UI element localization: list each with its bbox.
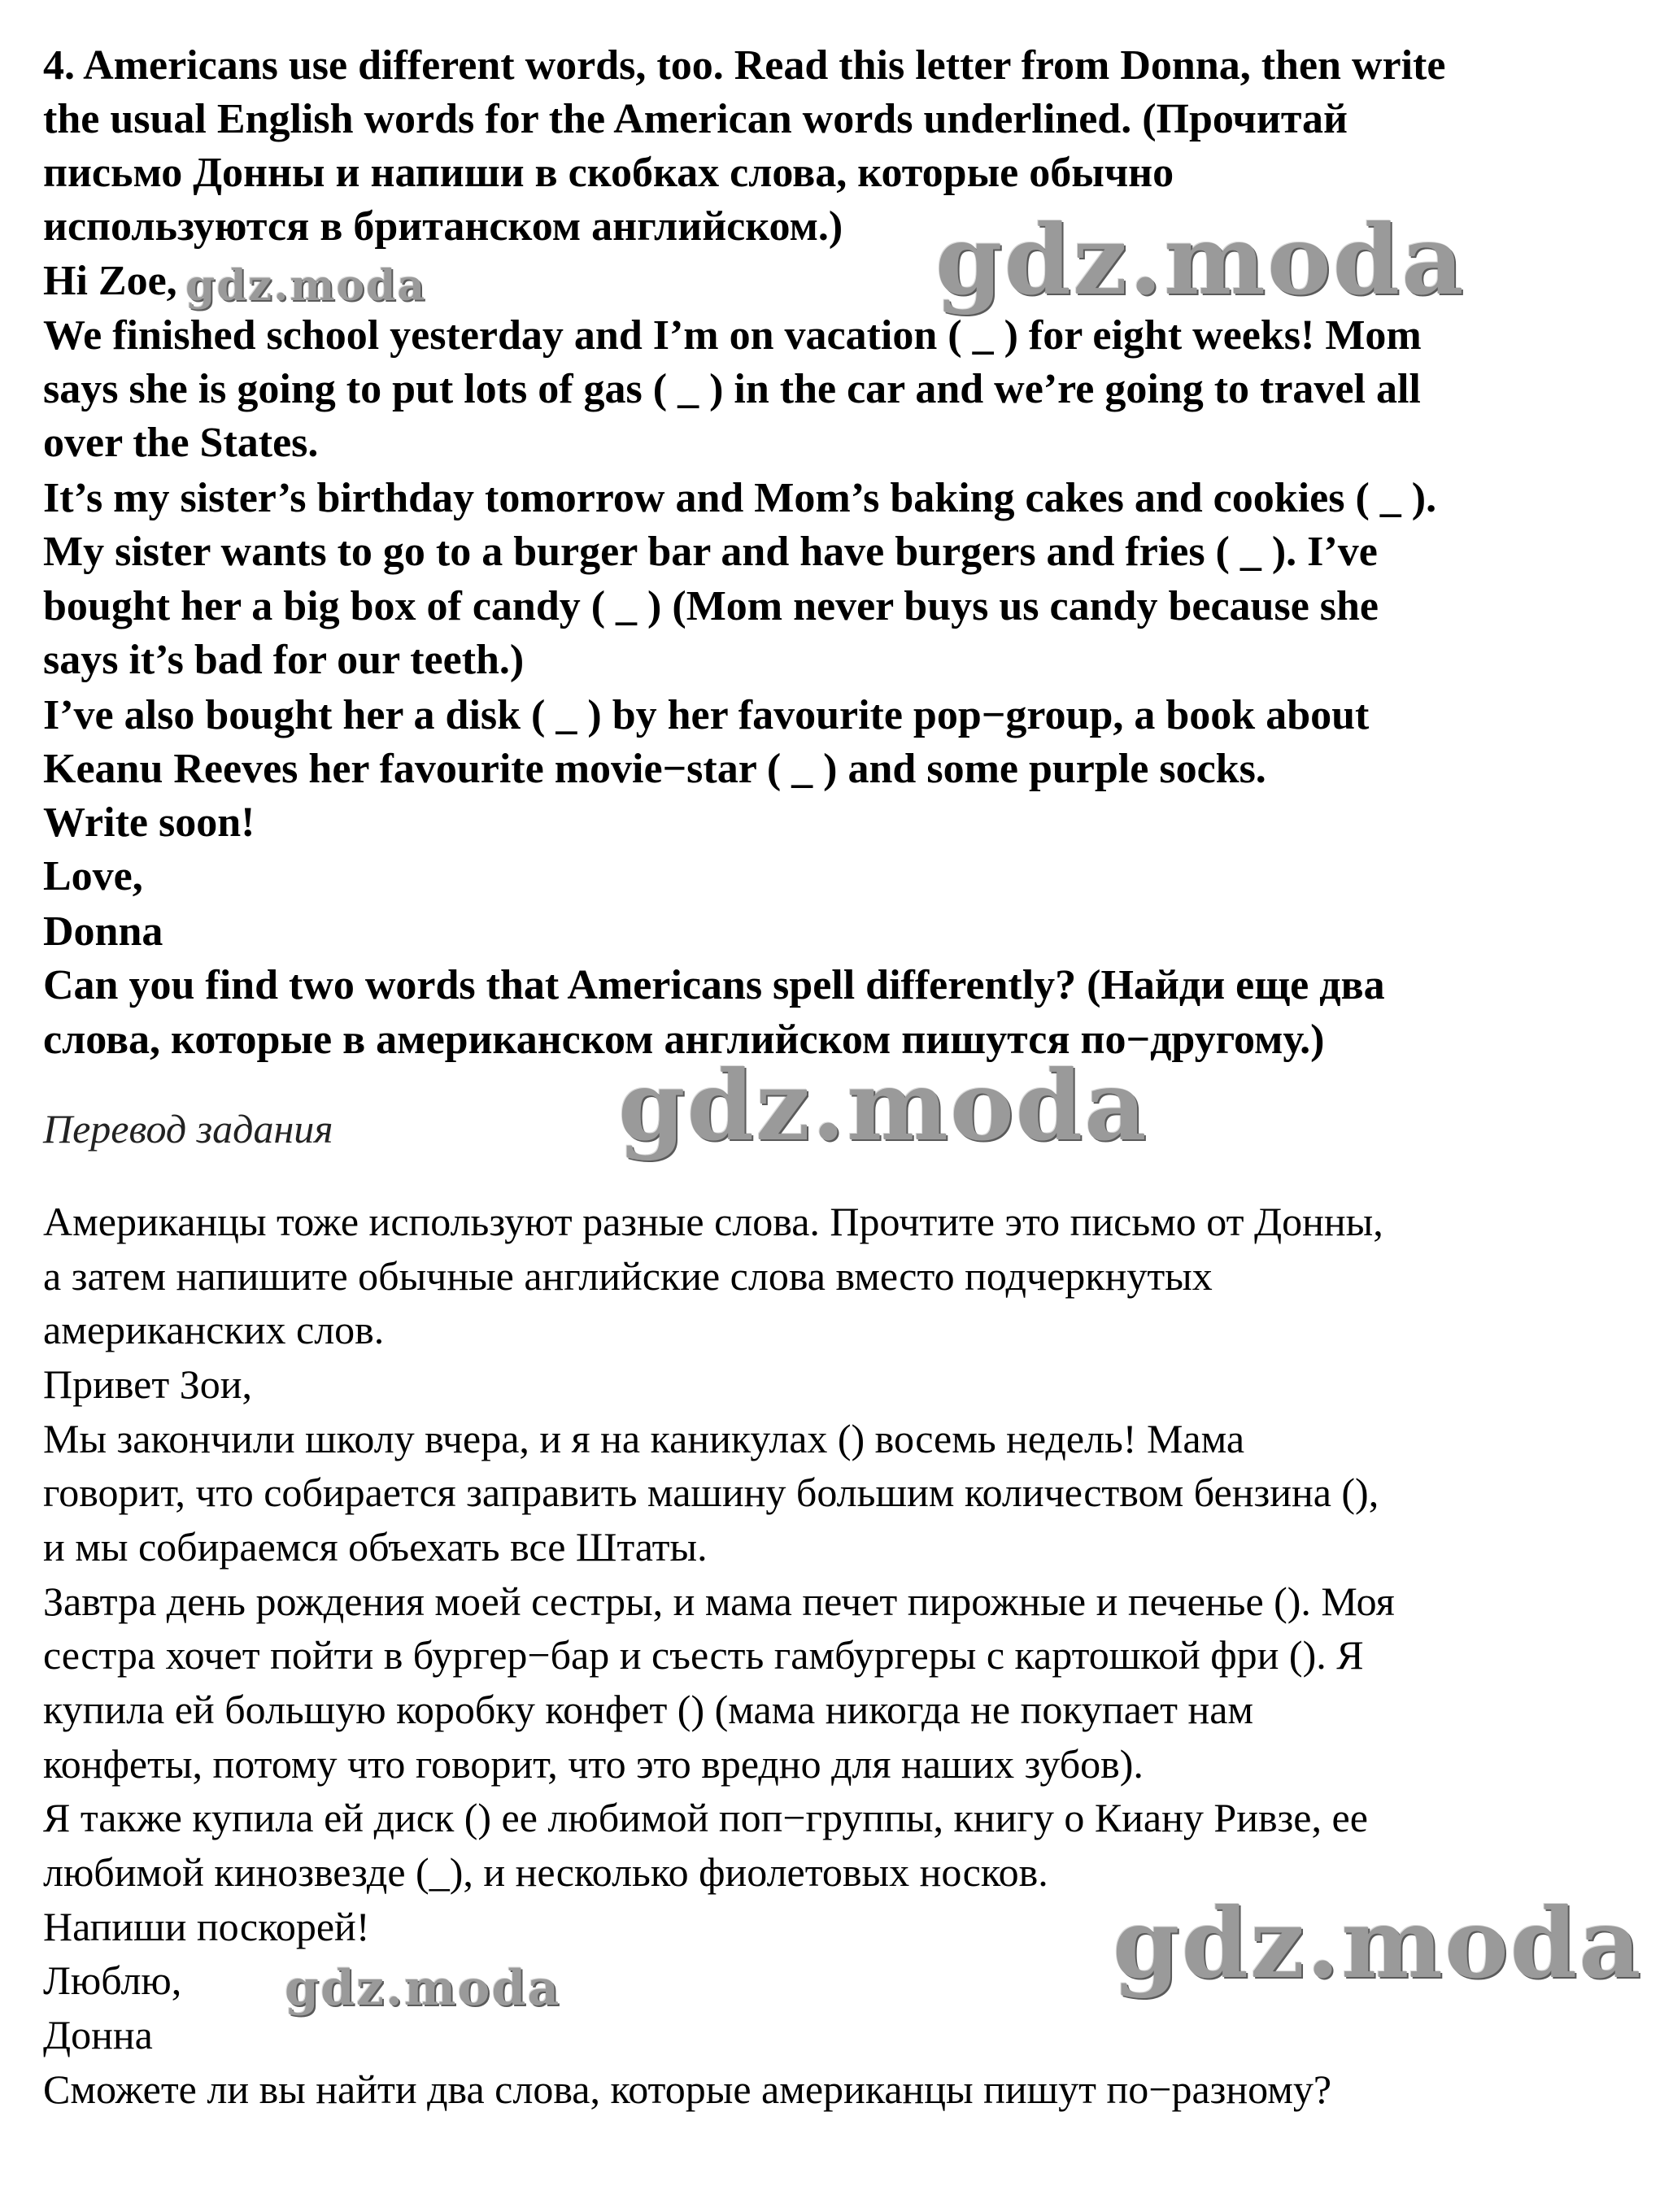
question-line-1: Can you find two words that Americans spell differently? (Найди еще два <box>43 962 1385 1008</box>
letter-line-4: over the States. <box>43 420 319 466</box>
translation-line-1: Американцы тоже используют разные слова. Прочтите это письмо от Донны, <box>43 1199 1383 1244</box>
exercise-heading-line-4: используются в британском английском.) <box>43 203 843 250</box>
translation-line-17: Сможете ли вы найти два слова, которые американцы пишут по−разному? <box>43 2066 1332 2112</box>
watermark-logo: gdz.moda <box>618 1049 1148 1162</box>
translation-line-14: Напиши поскорей! <box>43 1904 370 1949</box>
letter-line-5: It’s my sister’s birthday tomorrow and Mom’s baking cakes and cookies ( _ ). <box>43 475 1437 521</box>
letter-line-1: Hi Zoe, <box>43 258 177 304</box>
translation-line-7: и мы собираемся объехать все Штаты. <box>43 1524 708 1570</box>
letter-line-3: says she is going to put lots of gas ( _ ) in the car and we’re going to travel all <box>43 366 1421 412</box>
translation-line-2: а затем напишите обычные английские слова вместо подчеркнутых <box>43 1253 1213 1299</box>
translation-line-9: сестра хочет пойти в бургер−бар и съесть гамбургеры с картошкой фри (). Я <box>43 1632 1364 1678</box>
translation-line-13: любимой кинозвезде (_), и несколько фиолетовых носков. <box>43 1849 1048 1895</box>
watermark-logo: gdz.moda <box>285 1960 561 2017</box>
translation-line-4: Привет Зои, <box>43 1361 253 1407</box>
watermark-logo: gdz.moda <box>185 261 427 311</box>
watermark-logo: gdz.moda <box>935 203 1466 316</box>
letter-line-13: Donna <box>43 908 163 955</box>
letter-line-10: Keanu Reeves her favourite movie−star ( _ ) and some purple socks. <box>43 746 1266 792</box>
letter-line-7: bought her a big box of candy ( _ ) (Mom never buys us candy because she <box>43 583 1379 629</box>
translation-line-6: говорит, что собирается заправить машину большим количеством бензина (), <box>43 1470 1379 1515</box>
question-line-2: слова, которые в американском английском пишутся по−другому.) <box>43 1017 1325 1063</box>
watermark-logo: gdz.moda <box>1113 1887 1643 2000</box>
translation-line-8: Завтра день рождения моей сестры, и мама печет пирожные и печенье (). Моя <box>43 1578 1395 1624</box>
translation-line-5: Мы закончили школу вчера, и я на каникулах () восемь недель! Мама <box>43 1416 1245 1461</box>
translation-label: Перевод задания <box>43 1106 333 1152</box>
letter-line-12: Love, <box>43 853 143 899</box>
exercise-heading-line-1: 4. Americans use different words, too. Read this letter from Donna, then write <box>43 42 1446 89</box>
translation-line-12: Я также купила ей диск () ее любимой поп−группы, книгу о Киану Ривзе, ее <box>43 1795 1368 1840</box>
letter-line-11: Write soon! <box>43 799 255 846</box>
letter-line-9: I’ve also bought her a disk ( _ ) by her favourite pop−group, a book about <box>43 692 1370 738</box>
translation-line-10: купила ей большую коробку конфет () (мама никогда не покупает нам <box>43 1687 1254 1732</box>
letter-line-8: says it’s bad for our teeth.) <box>43 637 525 683</box>
exercise-heading-line-2: the usual English words for the American words underlined. (Прочитай <box>43 96 1348 142</box>
translation-line-15: Люблю, <box>43 1957 182 2003</box>
translation-line-11: конфеты, потому что говорит, что это вредно для наших зубов). <box>43 1741 1144 1787</box>
translation-line-3: американских слов. <box>43 1307 385 1352</box>
letter-line-6: My sister wants to go to a burger bar and have burgers and fries ( _ ). I’ve <box>43 529 1378 575</box>
exercise-heading-line-3: письмо Донны и напиши в скобках слова, которые обычно <box>43 150 1174 196</box>
translation-line-16: Донна <box>43 2012 153 2057</box>
letter-line-2: We finished school yesterday and I’m on vacation ( _ ) for eight weeks! Mom <box>43 312 1422 359</box>
